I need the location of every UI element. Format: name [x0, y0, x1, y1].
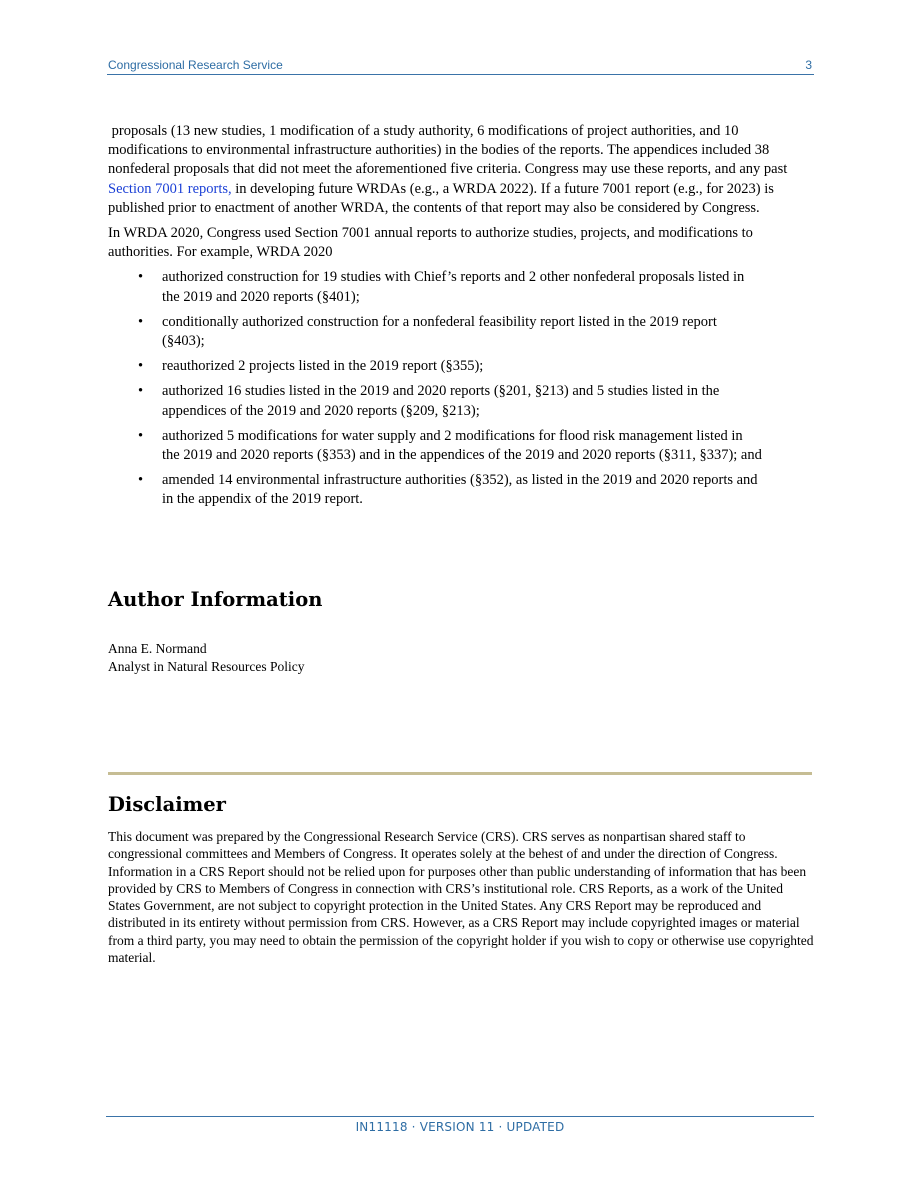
disclaimer-text: This document was prepared by the Congressional Research Service (CRS). CRS serves as nonpartisan shared staff to congressional committees and Members of Congress. It operates solely at the behest of and under the direction of Congress. Information in a CRS Report should not be relied upon for purposes other than public understanding of information that has been provided by CRS to Members of Congress in connection with CRS’s institutional role. CRS Reports, as a work of the United States Government, are not subject to copyright protection in the United States. Any CRS Report may be reproduced and distributed in its entirety without permission from CRS. However, as a CRS Report may include copyrighted images or material from a third party, you may need to obtain the permission of the copyright holder if you wish to copy or otherwise use copyrighted material. — [108, 829, 814, 966]
author-block — [108, 640, 304, 675]
section-divider — [108, 772, 812, 775]
paragraph-1-text-b: in developing future WRDAs (e.g., a WRDA 2022). If a future 7001 report (e.g., for 2023) is published prior to enactment of another WRDA, the contents of that report may also be considered by Congress. — [108, 180, 774, 216]
body-text — [108, 122, 814, 516]
header-organization: Congressional Research Service — [108, 58, 283, 72]
list-item-text: conditionally authorized construction for a nonfederal feasibility report listed in the 2019 report (§403); — [162, 313, 717, 350]
author-title: Analyst in Natural Resources Policy — [108, 658, 305, 674]
bullet-icon: • — [138, 269, 144, 286]
list-item — [108, 268, 762, 306]
bullet-icon: • — [138, 427, 144, 444]
bullet-icon: • — [138, 358, 144, 375]
bullet-icon: • — [138, 472, 144, 489]
footer-divider — [106, 1116, 814, 1117]
list-item — [108, 427, 762, 465]
section-7001-reports-link[interactable]: Section 7001 reports, — [108, 180, 232, 197]
list-item-text: reauthorized 2 projects listed in the 2019 report (§355); — [162, 358, 484, 375]
paragraph-2: In WRDA 2020, Congress used Section 7001 annual reports to authorize studies, projects, and modifications to authorities. For example, WRDA 2020 — [108, 225, 753, 261]
paragraph-1-text-a: proposals (13 new studies, 1 modification of a study authority, 6 modifications of project authorities, and 10 modifications to environmental infrastructure authorities) in the bodies of the reports. The appendices included 38 nonfederal proposals that did not meet the aforementioned five criteria. Congress may use these reports, and any past — [108, 123, 788, 178]
list-item — [108, 313, 762, 351]
author-name: Anna E. Normand — [108, 641, 207, 656]
author-information-heading: Author Information — [108, 588, 323, 611]
list-item-text: authorized 16 studies listed in the 2019 and 2020 reports (§201, §213) and 5 studies listed in the appendices of the 2019 and 2020 reports (§209, §213); — [162, 383, 720, 419]
list-item — [108, 471, 762, 509]
paragraph-1 — [108, 122, 814, 218]
page-header — [107, 58, 814, 75]
page-footer: IN11118 · VERSION 11 · UPDATED — [355, 1120, 565, 1134]
authorization-list — [108, 268, 814, 509]
disclaimer-heading: Disclaimer — [108, 793, 226, 816]
bullet-icon: • — [138, 313, 144, 330]
list-item-text: amended 14 environmental infrastructure authorities (§352), as listed in the 2019 and 2020 reports and in the appendix of the 2019 report. — [162, 472, 758, 508]
list-item — [108, 357, 762, 376]
list-item-text: authorized 5 modifications for water supply and 2 modifications for flood risk management listed in the 2019 and 2020 reports (§353) and in the appendices of the 2019 and 2020 reports (§311, §337); and — [162, 427, 762, 464]
list-item — [108, 382, 762, 420]
page-number: 3 — [805, 58, 812, 72]
bullet-icon: • — [138, 383, 144, 400]
list-item-text: authorized construction for 19 studies with Chief’s reports and 2 other nonfederal proposals listed in the 2019 and 2020 reports (§401); — [162, 269, 745, 305]
